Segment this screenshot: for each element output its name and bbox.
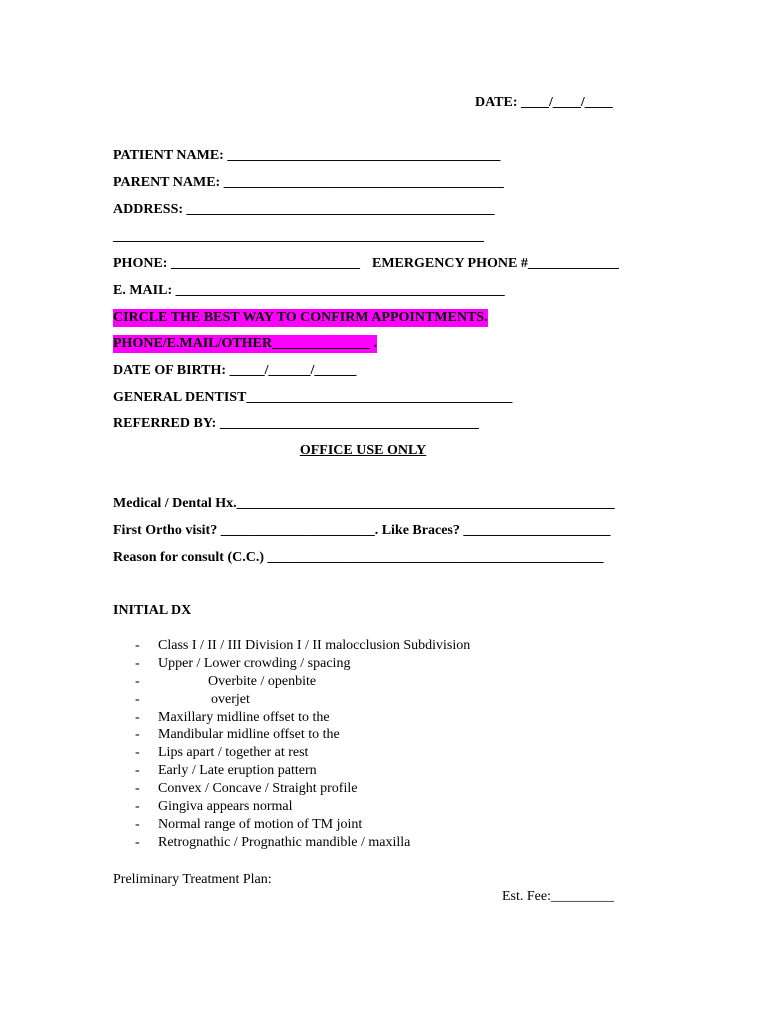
parent-name-field[interactable]: PARENT NAME: ________________________________________ [113,175,504,190]
email-field[interactable]: E. MAIL: _______________________________________________ [113,283,505,298]
patient-name-field[interactable]: PATIENT NAME: _______________________________________ [113,148,501,163]
phone-field[interactable]: PHONE: ___________________________ [113,256,360,271]
referred-by-field[interactable]: REFERRED BY: _____________________________________ [113,416,479,431]
emergency-phone-field[interactable]: EMERGENCY PHONE #_____________ [372,256,619,271]
preliminary-treatment-plan-label: Preliminary Treatment Plan: [113,872,272,887]
initial-dx-heading: INITIAL DX [113,603,192,618]
medical-dental-history-field[interactable]: Medical / Dental Hx.______________________________________________________ [113,496,615,511]
reason-for-consult-field[interactable]: Reason for consult (C.C.) ________________________________________________ [113,550,604,565]
address-field[interactable]: ADDRESS: ____________________________________________ [113,202,495,217]
office-use-only-heading: OFFICE USE ONLY [299,443,427,458]
address-continuation-field[interactable]: _____________________________________________________ [113,229,484,244]
confirm-options-field[interactable]: PHONE/E.MAIL/OTHER______________ . [113,336,378,351]
est-fee-field[interactable]: Est. Fee:_________ [502,889,614,904]
first-ortho-visit-field[interactable]: First Ortho visit? ______________________. Like Braces? _____________________ [113,523,611,538]
general-dentist-field[interactable]: GENERAL DENTIST______________________________________ [113,390,513,405]
date-of-birth-field[interactable]: DATE OF BIRTH: _____/______/______ [113,363,357,378]
date-field[interactable]: DATE: ____/____/____ [475,95,613,110]
confirm-instructions: CIRCLE THE BEST WAY TO CONFIRM APPOINTMENTS. [113,310,488,325]
